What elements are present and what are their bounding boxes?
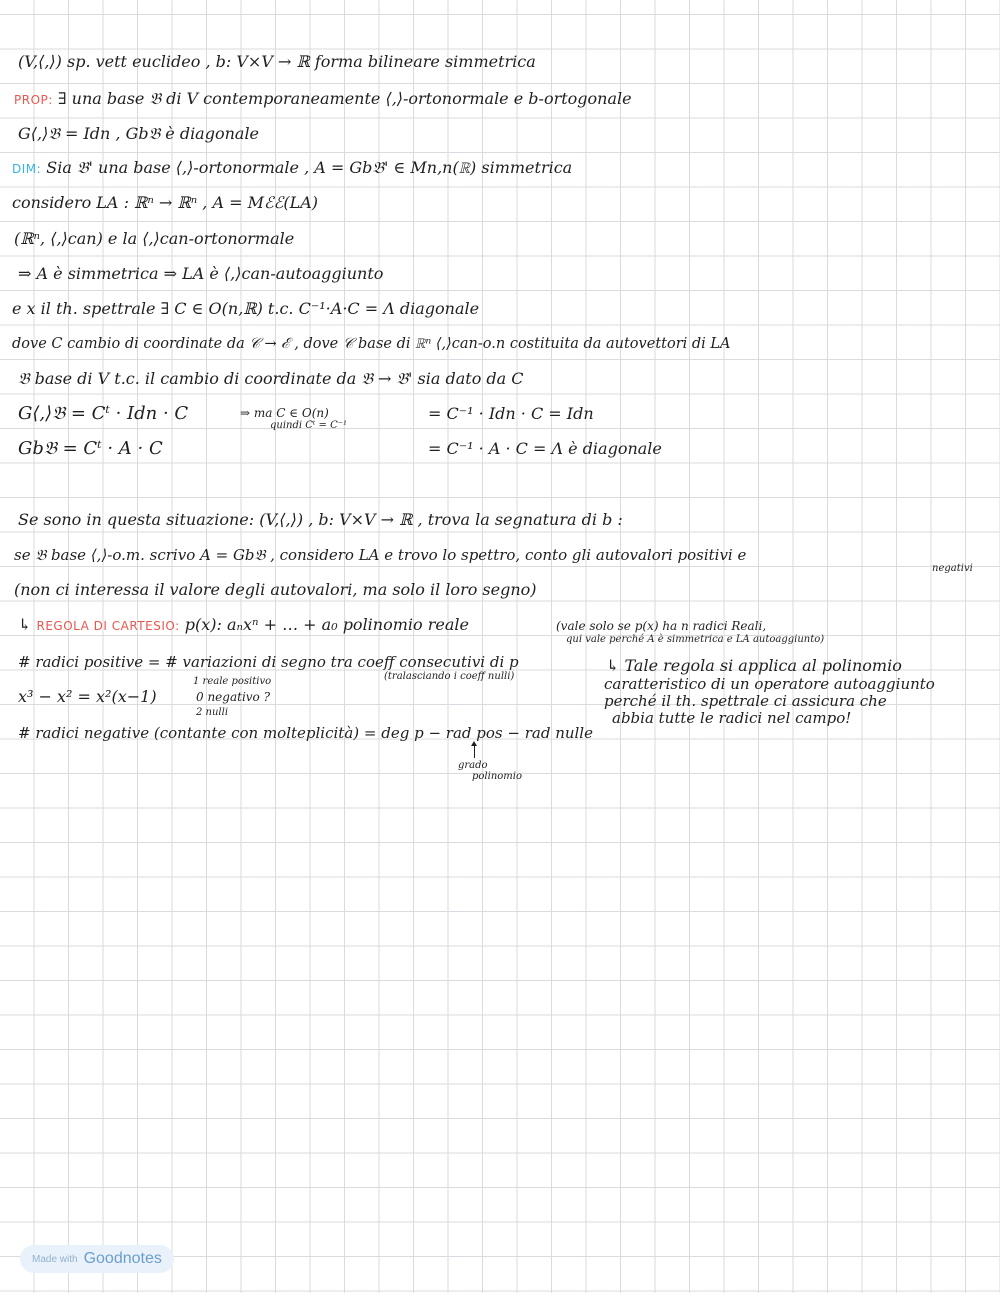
- dim-tag: DIM:: [12, 162, 42, 176]
- side-note-line-2: caratteristico di un operatore autoaggiunto: [604, 675, 935, 693]
- cartesio-tag: REGOLA DI CARTESIO:: [36, 619, 180, 633]
- example-row-3: 2 nulli: [196, 707, 229, 718]
- negative-roots-rule: # radici negative (contante con molteplicità) = deg p − rad pos − rad nulle: [18, 724, 593, 742]
- dim-line-2: (ℝⁿ, ⟨,⟩can) e la ⟨,⟩can-ortonormale: [14, 229, 295, 248]
- dim-line: [12, 158, 572, 179]
- dim-text: Sia 𝔅' una base ⟨,⟩-ortonormale , A = Gb𝔅' ∈ Mn,n(ℝ) simmetrica: [46, 158, 573, 177]
- section2-line-1: Se sono in questa situazione: (V,⟨,⟩) , b: V×V → ℝ , trova la segnatura di b :: [18, 510, 623, 529]
- cartesio-text: p(x): aₙxⁿ + … + a₀ polinomio reale: [184, 615, 469, 634]
- badge-made-with: Made with: [32, 1253, 78, 1265]
- polinomio-label: polinomio: [472, 771, 522, 782]
- cartesio-arrow: ↳: [18, 615, 32, 634]
- eq2-right: = C⁻¹ · A · C = Λ è diagonale: [428, 439, 662, 458]
- positive-roots-rule-sub: (tralasciando i coeff nulli): [384, 671, 515, 682]
- dim-line-3: ⇒ A è simmetrica ⇒ LA è ⟨,⟩can-autoaggiunto: [18, 264, 384, 283]
- badge-brand: Goodnotes: [83, 1250, 162, 1267]
- eq1-mid-sub: quindi Cᵗ = C⁻¹: [270, 420, 348, 431]
- example-row-2: 0 negativo ?: [196, 690, 271, 704]
- example-polynomial: x³ − x² = x²(x−1): [18, 687, 157, 706]
- section2-line-3: (non ci interessa il valore degli autovalori, ma solo il loro segno): [14, 580, 537, 599]
- grado-label: grado: [458, 760, 488, 771]
- side-note-line-1: [606, 656, 902, 676]
- prop-line: [14, 89, 632, 110]
- up-arrow-icon: [474, 744, 475, 758]
- side-note-line-4: abbia tutte le radici nel campo!: [612, 709, 852, 727]
- side-arrow: ↳: [606, 656, 620, 675]
- cartesio-note-1: (vale solo se p(x) ha n radici Reali,: [556, 619, 767, 633]
- example-row-1: 1 reale positivo: [193, 676, 272, 687]
- dim-line-1: considero LA : ℝⁿ → ℝⁿ , A = Mℰℰ(LA): [12, 193, 318, 212]
- side-note-line-3: perché il th. spettrale ci assicura che: [604, 692, 887, 710]
- positive-roots-rule: # radici positive = # variazioni di segno tra coeff consecutivi di p: [18, 653, 519, 671]
- eq2-left: Gb𝔅 = Cᵗ · A · C: [18, 438, 163, 459]
- prop-tag: PROP:: [14, 93, 53, 107]
- prop-line-2: G⟨,⟩𝔅 = Idn , Gb𝔅 è diagonale: [18, 124, 260, 143]
- eq1-left: G⟨,⟩𝔅 = Cᵗ · Idn · C: [18, 403, 189, 424]
- section2-line-2-cont: negativi: [932, 563, 973, 574]
- cartesio-note-2: qui vale perché A è simmetrica e LA autoaggiunto): [566, 634, 825, 645]
- dim-line-6: 𝔅 base di V t.c. il cambio di coordinate da 𝔅 → 𝔅' sia dato da C: [18, 369, 524, 388]
- dim-line-5: dove C cambio di coordinate da 𝒞 → ℰ , dove 𝒞 base di ℝⁿ ⟨,⟩can-o.n costituita da autovettori di LA: [12, 336, 731, 352]
- prop-text: ∃ una base 𝔅 di V contemporaneamente ⟨,⟩-ortonormale e b-ortogonale: [57, 89, 632, 108]
- dim-line-4: e x il th. spettrale ∃ C ∈ O(n,ℝ) t.c. C⁻¹·A·C = Λ diagonale: [12, 299, 480, 318]
- intro-line: (V,⟨,⟩) sp. vett euclideo , b: V×V → ℝ forma bilineare simmetrica: [18, 52, 536, 71]
- goodnotes-badge: [20, 1245, 174, 1273]
- eq1-right: = C⁻¹ · Idn · C = Idn: [428, 404, 594, 423]
- cartesio-line: [18, 615, 469, 636]
- section2-line-2: se 𝔅 base ⟨,⟩-o.m. scrivo A = Gb𝔅 , considero LA e trovo lo spettro, conto gli autovalori positivi e: [14, 546, 747, 564]
- side-text-1: Tale regola si applica al polinomio: [624, 656, 902, 675]
- eq1-mid: ⇒ ma C ∈ O(n): [240, 406, 329, 420]
